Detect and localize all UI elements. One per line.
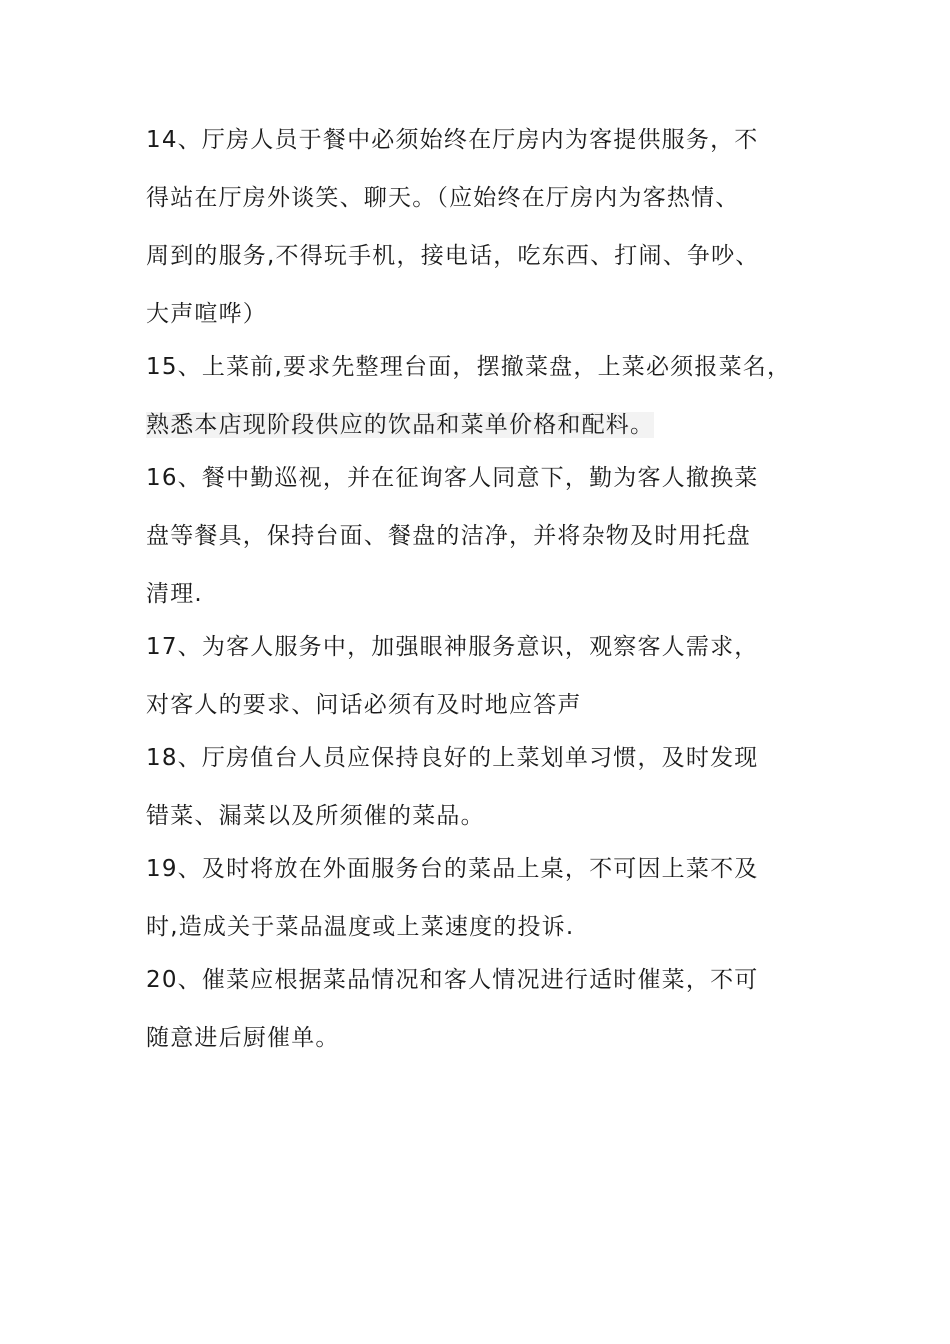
- text-line: 盘等餐具，保持台面、餐盘的洁净，并将杂物及时用托盘: [146, 523, 751, 549]
- rule-item-18: [146, 744, 820, 831]
- text-line: 17、为客人服务中，加强眼神服务意识，观察客人需求，: [146, 634, 759, 660]
- text-line: 周到的服务,不得玩手机，接电话，吃东西、打闹、争吵、: [146, 243, 760, 269]
- text-line: 14、厅房人员于餐中必须始终在厅房内为客提供服务，不: [146, 127, 759, 153]
- text-line: 19、及时将放在外面服务台的菜品上桌，不可因上菜不及: [146, 856, 759, 882]
- text-line: 20、催菜应根据菜品情况和客人情况进行适时催菜，不可: [146, 967, 759, 993]
- text-line: 随意进后厨催单。: [146, 1025, 340, 1051]
- text-line: 对客人的要求、问话必须有及时地应答声: [146, 692, 582, 718]
- rule-item-16: [146, 464, 820, 609]
- text-line: 错菜、漏菜以及所须催的菜品。: [146, 803, 485, 829]
- rule-item-20: [146, 966, 820, 1053]
- rule-item-19: [146, 855, 820, 942]
- text-line: [146, 411, 820, 440]
- text-line: 16、餐中勤巡视，并在征询客人同意下，勤为客人撤换菜: [146, 465, 759, 491]
- rule-item-15: [146, 353, 820, 440]
- rule-item-14: [146, 126, 820, 329]
- rule-item-17: [146, 633, 820, 720]
- text-line: 清理.: [146, 581, 203, 607]
- text-line: 大声喧哗）: [146, 301, 267, 327]
- text-line: 18、厅房值台人员应保持良好的上菜划单习惯，及时发现: [146, 745, 759, 771]
- highlighted-text: 熟悉本店现阶段供应的饮品和菜单价格和配料。: [146, 412, 655, 438]
- text-line: 得站在厅房外谈笑、聊天。（应始终在厅房内为客热情、: [146, 185, 740, 211]
- text-line: 15、上菜前,要求先整理台面，摆撤菜盘，上菜必须报菜名，: [146, 354, 792, 380]
- text-line: 时,造成关于菜品温度或上菜速度的投诉.: [146, 914, 575, 940]
